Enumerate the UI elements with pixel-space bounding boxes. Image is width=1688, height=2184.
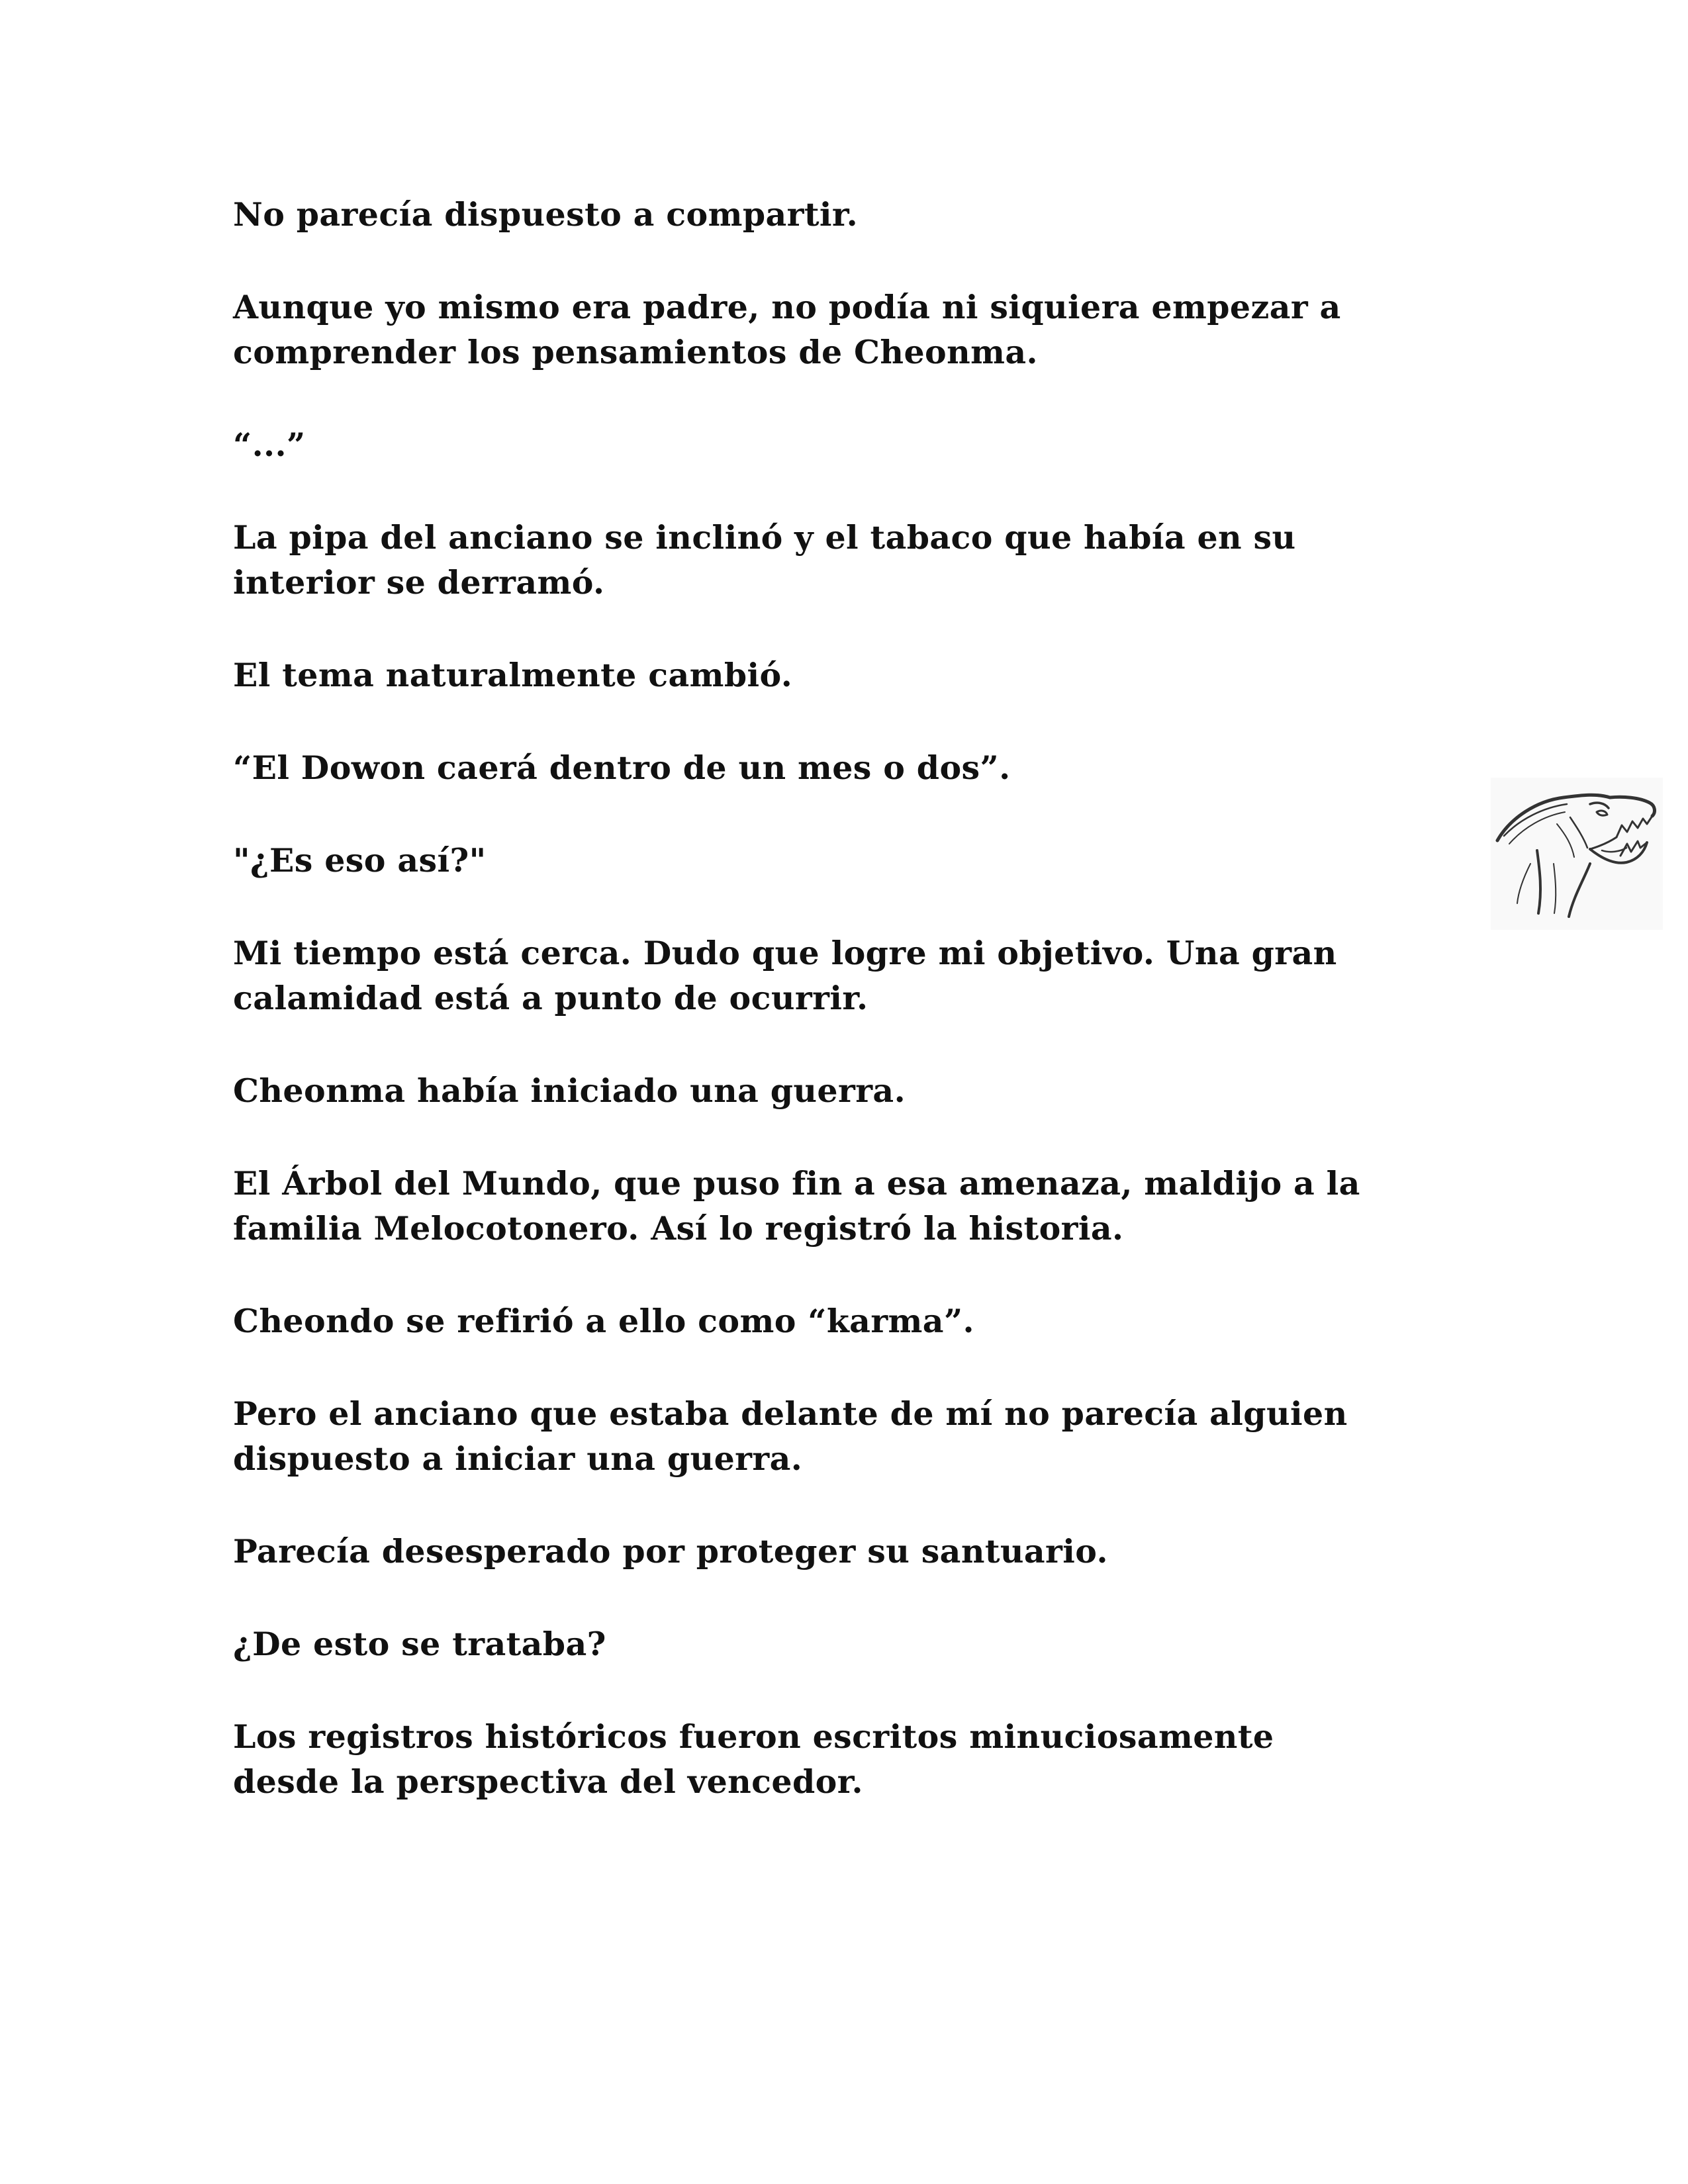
paragraph-line: familia Melocotonero. Así lo registró la historia. <box>233 1209 1124 1248</box>
paragraph-line: La pipa del anciano se inclinó y el tabaco que había en su <box>233 518 1296 557</box>
paragraph-line: Pero el anciano que estaba delante de mí no parecía alguien <box>233 1394 1348 1433</box>
paragraph-5 <box>233 653 1464 698</box>
dinosaur-head-sketch-icon <box>1491 778 1663 930</box>
paragraph-7 <box>233 838 1464 883</box>
paragraph-line: interior se derramó. <box>233 563 605 602</box>
paragraph-13 <box>233 1529 1464 1574</box>
paragraph-line: Mi tiempo está cerca. Dudo que logre mi objetivo. Una gran <box>233 934 1337 972</box>
paragraph-9 <box>233 1068 1464 1113</box>
paragraph-12 <box>233 1391 1464 1481</box>
paragraph-line: Los registros históricos fueron escritos minuciosamente <box>233 1717 1274 1756</box>
paragraph-line: "¿Es eso así?" <box>233 841 487 880</box>
paragraph-line: Cheonma había iniciado una guerra. <box>233 1071 906 1110</box>
paragraph-line: comprender los pensamientos de Cheonma. <box>233 333 1038 371</box>
paragraph-15 <box>233 1714 1464 1804</box>
paragraph-2 <box>233 285 1464 375</box>
paragraph-line: “...” <box>233 426 306 464</box>
paragraph-8 <box>233 931 1464 1021</box>
paragraph-line: “El Dowon caerá dentro de un mes o dos”. <box>233 749 1011 787</box>
paragraph-3 <box>233 422 1464 467</box>
paragraph-10 <box>233 1161 1464 1251</box>
paragraph-4 <box>233 515 1464 605</box>
paragraph-14 <box>233 1621 1464 1666</box>
paragraph-line: El Árbol del Mundo, que puso fin a esa amenaza, maldijo a la <box>233 1164 1360 1203</box>
paragraph-line: Cheondo se refirió a ello como “karma”. <box>233 1302 974 1340</box>
paragraph-line: calamidad está a punto de ocurrir. <box>233 979 868 1017</box>
paragraph-line: dispuesto a iniciar una guerra. <box>233 1439 803 1478</box>
paragraph-line: El tema naturalmente cambió. <box>233 656 793 694</box>
dinosaur-logo <box>1491 778 1663 930</box>
paragraph-line: ¿De esto se trataba? <box>233 1625 606 1663</box>
paragraph-line: No parecía dispuesto a compartir. <box>233 195 859 234</box>
paragraph-6 <box>233 745 1464 790</box>
paragraph-line: desde la perspectiva del vencedor. <box>233 1762 863 1801</box>
paragraph-line: Aunque yo mismo era padre, no podía ni siquiera empezar a <box>233 288 1341 326</box>
text-column <box>233 192 1464 1852</box>
paragraph-11 <box>233 1298 1464 1343</box>
paragraph-1 <box>233 192 1464 237</box>
paragraph-line: Parecía desesperado por proteger su santuario. <box>233 1532 1108 1570</box>
